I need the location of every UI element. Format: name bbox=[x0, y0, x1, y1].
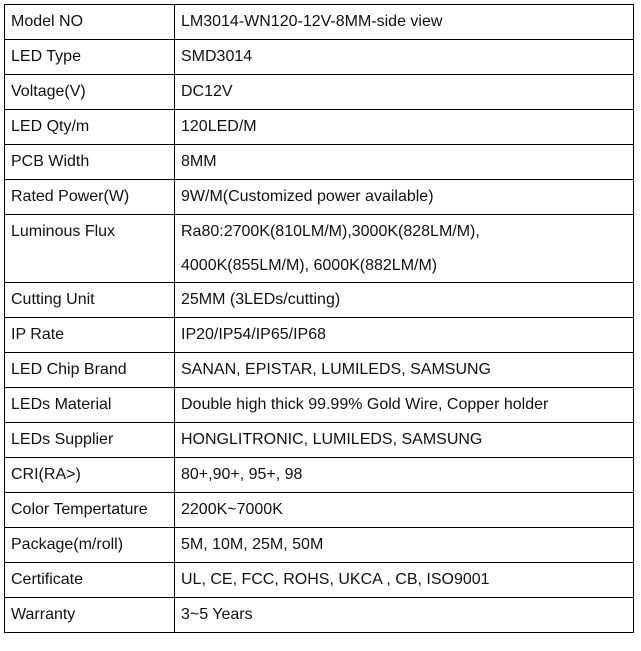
spec-value: DC12V bbox=[175, 75, 634, 110]
spec-value-line-2: 4000K(855LM/M), 6000K(882LM/M) bbox=[181, 257, 438, 274]
spec-value bbox=[175, 215, 634, 283]
spec-label: LED Chip Brand bbox=[5, 353, 175, 388]
spec-value: HONGLITRONIC, LUMILEDS, SAMSUNG bbox=[175, 423, 634, 458]
spec-value-line-1: Ra80:2700K(810LM/M),3000K(828LM/M), bbox=[181, 223, 480, 240]
spec-row-luminous-flux bbox=[5, 215, 634, 283]
spec-row-color-temperature bbox=[5, 493, 634, 528]
spec-value: SMD3014 bbox=[175, 40, 634, 75]
spec-label: Luminous Flux bbox=[5, 215, 175, 283]
spec-row-cutting-unit bbox=[5, 283, 634, 318]
spec-label: LEDs Supplier bbox=[5, 423, 175, 458]
spec-label: IP Rate bbox=[5, 318, 175, 353]
spec-label: CRI(RA>) bbox=[5, 458, 175, 493]
spec-value: IP20/IP54/IP65/IP68 bbox=[175, 318, 634, 353]
spec-label: PCB Width bbox=[5, 145, 175, 180]
spec-row-model-no bbox=[5, 5, 634, 40]
spec-label: Package(m/roll) bbox=[5, 528, 175, 563]
spec-value: 80+,90+, 95+, 98 bbox=[175, 458, 634, 493]
spec-label: Cutting Unit bbox=[5, 283, 175, 318]
spec-row-voltage bbox=[5, 75, 634, 110]
spec-label: Color Tempertature bbox=[5, 493, 175, 528]
spec-label: Certificate bbox=[5, 563, 175, 598]
spec-row-package bbox=[5, 528, 634, 563]
spec-row-certificate bbox=[5, 563, 634, 598]
spec-value: LM3014-WN120-12V-8MM-side view bbox=[175, 5, 634, 40]
spec-value: 120LED/M bbox=[175, 110, 634, 145]
spec-value: 8MM bbox=[175, 145, 634, 180]
spec-row-pcb-width bbox=[5, 145, 634, 180]
spec-value: UL, CE, FCC, ROHS, UKCA , CB, ISO9001 bbox=[175, 563, 634, 598]
spec-row-warranty bbox=[5, 598, 634, 633]
spec-row-rated-power bbox=[5, 180, 634, 215]
spec-label: Warranty bbox=[5, 598, 175, 633]
spec-value: 9W/M(Customized power available) bbox=[175, 180, 634, 215]
spec-value: 5M, 10M, 25M, 50M bbox=[175, 528, 634, 563]
spec-label: Voltage(V) bbox=[5, 75, 175, 110]
spec-value: 3~5 Years bbox=[175, 598, 634, 633]
spec-label: LED Type bbox=[5, 40, 175, 75]
spec-label: Model NO bbox=[5, 5, 175, 40]
spec-table bbox=[4, 4, 634, 633]
spec-row-leds-material bbox=[5, 388, 634, 423]
spec-value: 25MM (3LEDs/cutting) bbox=[175, 283, 634, 318]
spec-label: LEDs Material bbox=[5, 388, 175, 423]
spec-value: Double high thick 99.99% Gold Wire, Copper holder bbox=[175, 388, 634, 423]
spec-label: LED Qty/m bbox=[5, 110, 175, 145]
spec-row-leds-supplier bbox=[5, 423, 634, 458]
spec-value: SANAN, EPISTAR, LUMILEDS, SAMSUNG bbox=[175, 353, 634, 388]
spec-row-led-chip-brand bbox=[5, 353, 634, 388]
spec-value: 2200K~7000K bbox=[175, 493, 634, 528]
spec-row-cri bbox=[5, 458, 634, 493]
spec-row-led-type bbox=[5, 40, 634, 75]
spec-label: Rated Power(W) bbox=[5, 180, 175, 215]
spec-row-ip-rate bbox=[5, 318, 634, 353]
spec-row-led-qty bbox=[5, 110, 634, 145]
